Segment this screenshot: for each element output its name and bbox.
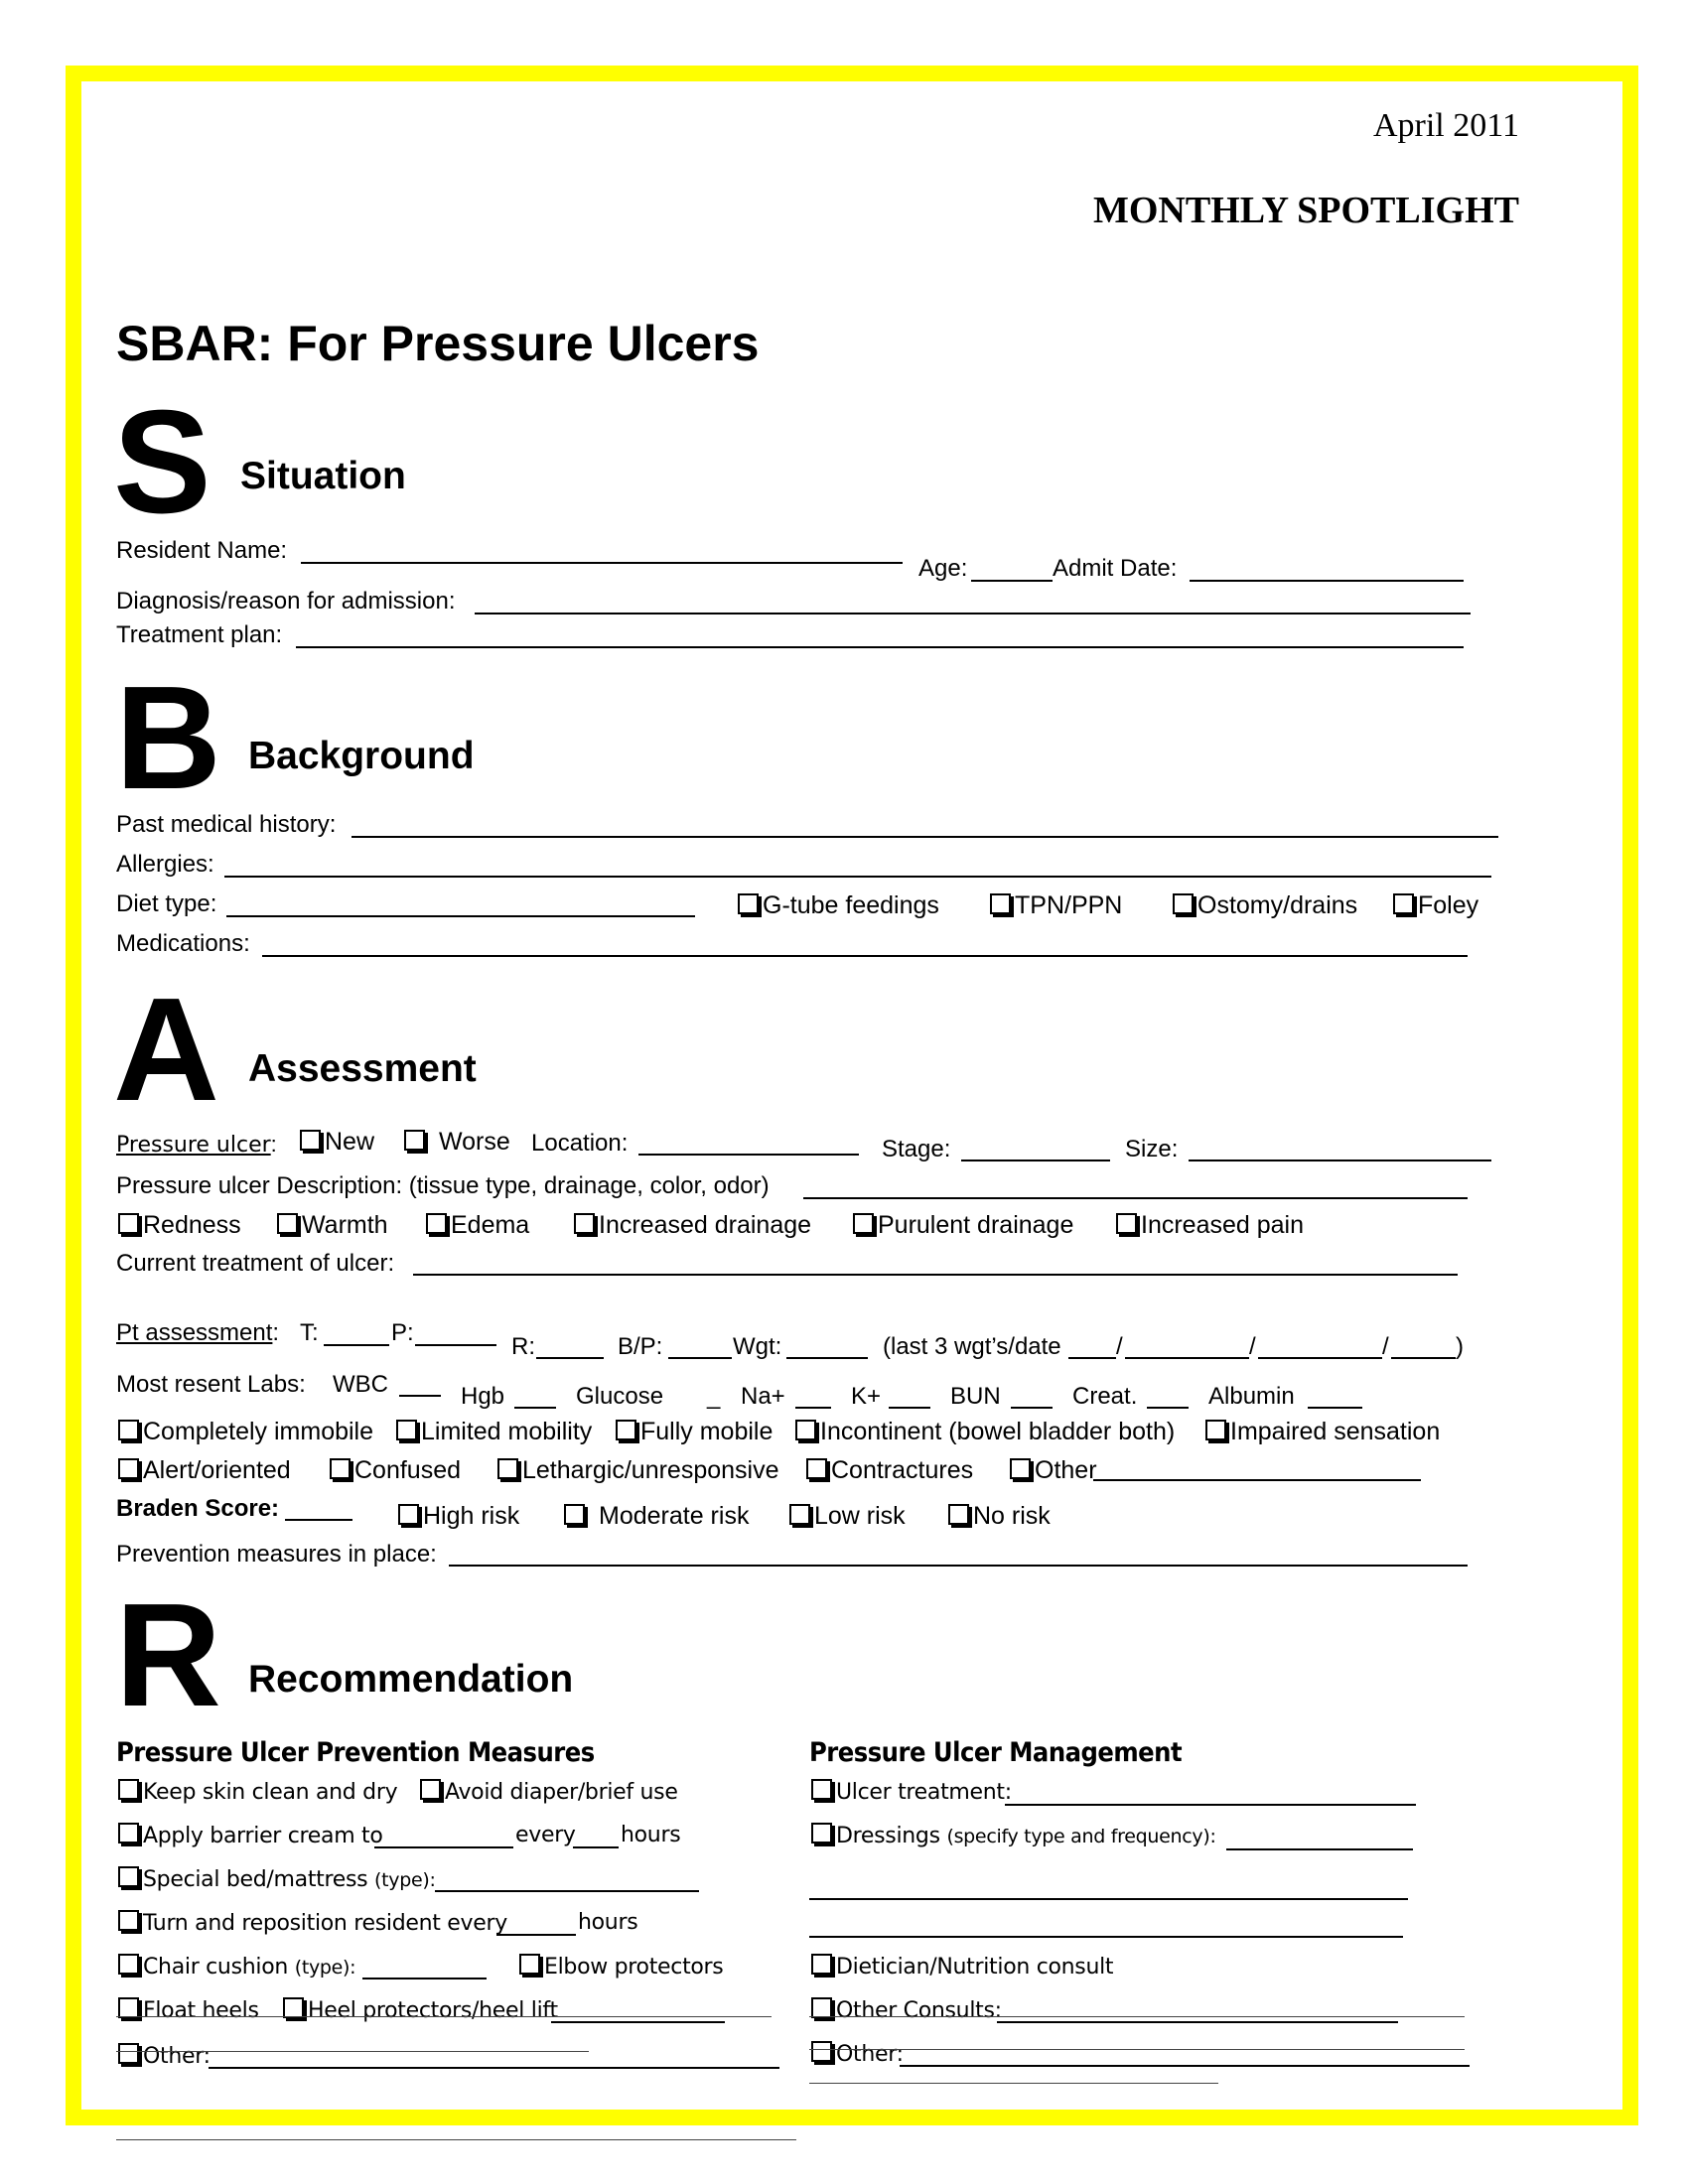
hgb-label: Hgb (461, 1383, 505, 1410)
chair-cushion-checkbox[interactable]: Chair cushion (type): (118, 1954, 355, 1979)
turn-hours-field[interactable] (496, 1934, 576, 1936)
checkbox-icon (564, 1504, 585, 1525)
checkbox-icon (118, 2043, 139, 2064)
close-paren: ) (1456, 1333, 1464, 1360)
weight-date-field-2[interactable] (1125, 1357, 1249, 1359)
resident-name-field[interactable] (301, 562, 903, 564)
barrier-every-label: every (515, 1823, 576, 1847)
foley-checkbox[interactable]: Foley (1393, 891, 1478, 920)
checkbox-icon (519, 1954, 540, 1975)
checkbox-icon (283, 1997, 304, 2018)
other-consults-field[interactable] (997, 2021, 1398, 2023)
section-letter-b: B (115, 656, 221, 820)
dressings-checkbox[interactable]: Dressings (specify type and frequency): (811, 1823, 1216, 1848)
checkbox-icon (118, 1458, 139, 1479)
contractures-checkbox[interactable]: Contractures (806, 1456, 973, 1485)
worse-checkbox[interactable]: Worse (404, 1128, 510, 1157)
heel-protectors-checkbox[interactable]: Heel protectors/heel lift (283, 1997, 558, 2023)
allergies-field[interactable] (224, 876, 1491, 878)
potassium-label: K+ (851, 1383, 882, 1410)
respiration-label: R: (511, 1333, 535, 1360)
special-bed-checkbox[interactable]: Special bed/mattress (type): (118, 1866, 436, 1892)
checkbox-icon (811, 1997, 832, 2018)
pressure-ulcer-label: Pressure ulcer: (116, 1132, 277, 1158)
section-letter-r: R (115, 1573, 221, 1737)
slash-separator: / (1116, 1333, 1123, 1360)
low-risk-checkbox[interactable]: Low risk (789, 1502, 906, 1531)
age-field[interactable] (971, 580, 1053, 582)
checkbox-icon (811, 1954, 832, 1975)
treatment-plan-field[interactable] (296, 646, 1464, 648)
ulcer-treatment-checkbox[interactable]: Ulcer treatment: (811, 1779, 1012, 1805)
admit-date-field[interactable] (1190, 580, 1464, 582)
checkbox-icon (811, 1779, 832, 1800)
checkbox-icon (1010, 1458, 1031, 1479)
assessment-heading: Assessment (248, 1047, 477, 1090)
turn-hours-label: hours (578, 1910, 638, 1935)
other-prevention-checkbox[interactable]: Other: (118, 2043, 211, 2069)
pulse-label: P: (391, 1319, 414, 1346)
dressings-field[interactable] (1226, 1848, 1413, 1850)
stage-label: Stage: (882, 1136, 951, 1162)
dressings-field-line-3[interactable] (809, 1936, 1403, 1938)
allergies-label: Allergies: (116, 851, 214, 878)
location-field[interactable] (638, 1154, 859, 1156)
checkbox-icon (1205, 1420, 1226, 1440)
divider-line (809, 2049, 1465, 2050)
hgb-field[interactable] (514, 1407, 556, 1409)
divider-line (116, 2139, 796, 2140)
blood-pressure-field[interactable] (668, 1357, 732, 1359)
elbow-protectors-checkbox[interactable]: Elbow protectors (519, 1954, 723, 1979)
lethargic-checkbox[interactable]: Lethargic/unresponsive (497, 1456, 779, 1485)
checkbox-icon (1116, 1213, 1137, 1234)
weight-field[interactable] (786, 1357, 868, 1359)
checkbox-icon (118, 1954, 139, 1975)
redness-checkbox[interactable]: Redness (118, 1211, 241, 1240)
checkbox-icon (396, 1420, 417, 1440)
checkbox-icon (300, 1130, 321, 1151)
admit-date-label: Admit Date: (1053, 555, 1178, 582)
checkbox-icon (1173, 893, 1194, 914)
weight-date-field-3[interactable] (1258, 1357, 1382, 1359)
checkbox-icon (277, 1213, 298, 1234)
high-risk-checkbox[interactable]: High risk (398, 1502, 519, 1531)
section-letter-a: A (113, 968, 219, 1132)
weight-date-field-1[interactable] (1068, 1357, 1116, 1359)
current-treatment-label: Current treatment of ulcer: (116, 1250, 395, 1277)
blood-pressure-label: B/P: (618, 1333, 663, 1360)
slash-separator: / (1249, 1333, 1256, 1360)
limited-mobility-checkbox[interactable]: Limited mobility (396, 1418, 592, 1446)
heel-protectors-field[interactable] (551, 2021, 725, 2023)
barrier-hours-field[interactable] (573, 1846, 619, 1848)
wbc-field[interactable] (399, 1395, 441, 1397)
checkbox-icon (795, 1420, 816, 1440)
checkbox-icon (811, 2041, 832, 2062)
checkbox-icon (806, 1458, 827, 1479)
ulcer-treatment-field[interactable] (1005, 1804, 1416, 1806)
checkbox-icon (118, 1866, 139, 1887)
braden-score-label: Braden Score: (116, 1495, 280, 1522)
tpn-ppn-checkbox[interactable]: TPN/PPN (990, 891, 1122, 920)
purulent-drainage-checkbox[interactable]: Purulent drainage (853, 1211, 1073, 1240)
divider-line (809, 2083, 1218, 2084)
chair-cushion-type-field[interactable] (362, 1978, 487, 1979)
respiration-field[interactable] (536, 1357, 604, 1359)
description-label: Pressure ulcer Description: (tissue type, drainage, color, odor) (116, 1172, 770, 1199)
glucose-field[interactable]: _ (707, 1383, 721, 1410)
special-bed-type-field[interactable] (435, 1890, 699, 1892)
albumin-field[interactable] (1308, 1407, 1362, 1409)
checkbox-icon (497, 1458, 518, 1479)
checkbox-icon (118, 1779, 139, 1800)
turn-reposition-checkbox[interactable]: Turn and reposition resident every (118, 1910, 507, 1936)
warmth-checkbox[interactable]: Warmth (277, 1211, 388, 1240)
past-history-label: Past medical history: (116, 811, 337, 838)
other-assessment-field[interactable] (1093, 1479, 1421, 1481)
size-field[interactable] (1189, 1160, 1491, 1161)
keep-skin-clean-checkbox[interactable]: Keep skin clean and dry (118, 1779, 397, 1805)
temperature-label: T: (300, 1319, 319, 1346)
impaired-sensation-checkbox[interactable]: Impaired sensation (1205, 1418, 1440, 1446)
page-title: SBAR: For Pressure Ulcers (116, 316, 760, 371)
issue-date: April 2011 (1372, 107, 1519, 144)
spotlight-heading: MONTHLY SPOTLIGHT (1092, 190, 1519, 231)
checkbox-icon (118, 1997, 139, 2018)
age-label: Age: (918, 555, 968, 582)
creatinine-field[interactable] (1147, 1407, 1189, 1409)
dietician-consult-checkbox[interactable]: Dietician/Nutrition consult (811, 1954, 1113, 1979)
resident-name-label: Resident Name: (116, 537, 288, 564)
checkbox-icon (853, 1213, 874, 1234)
weight-date-field-4[interactable] (1391, 1357, 1456, 1359)
checkbox-icon (574, 1213, 595, 1234)
location-label: Location: (531, 1130, 629, 1157)
divider-line (809, 2016, 1465, 2017)
alert-oriented-checkbox[interactable]: Alert/oriented (118, 1456, 291, 1485)
checkbox-icon (426, 1213, 447, 1234)
slash-separator: / (1382, 1333, 1389, 1360)
albumin-label: Albumin (1208, 1383, 1295, 1410)
fully-mobile-checkbox[interactable]: Fully mobile (616, 1418, 773, 1446)
medications-label: Medications: (116, 930, 250, 957)
page-border (66, 66, 1638, 2125)
section-letter-s: S (113, 380, 211, 544)
other-management-checkbox[interactable]: Other: (811, 2041, 904, 2067)
sodium-field[interactable] (795, 1407, 831, 1409)
bun-label: BUN (950, 1383, 1001, 1410)
diet-type-field[interactable] (226, 915, 695, 917)
ostomy-drains-checkbox[interactable]: Ostomy/drains (1173, 891, 1357, 920)
barrier-cream-area-field[interactable] (374, 1846, 513, 1848)
divider-line (116, 2051, 589, 2052)
other-assessment-checkbox[interactable]: Other (1010, 1456, 1097, 1485)
creatinine-label: Creat. (1072, 1383, 1138, 1410)
temperature-field[interactable] (324, 1344, 389, 1346)
dressings-field-line-2[interactable] (809, 1898, 1408, 1900)
float-heels-checkbox[interactable]: Float heels (118, 1997, 259, 2023)
checkbox-icon (420, 1779, 441, 1800)
wbc-label: WBC (333, 1371, 388, 1398)
avoid-diaper-checkbox[interactable]: Avoid diaper/brief use (420, 1779, 678, 1805)
completely-immobile-checkbox[interactable]: Completely immobile (118, 1418, 373, 1446)
other-consults-checkbox[interactable]: Other Consults: (811, 1997, 1002, 2023)
description-field[interactable] (803, 1197, 1468, 1199)
divider-line (116, 2016, 772, 2017)
treatment-plan-label: Treatment plan: (116, 621, 283, 648)
new-checkbox[interactable]: New (300, 1128, 374, 1157)
checkbox-icon (948, 1504, 969, 1525)
no-risk-checkbox[interactable]: No risk (948, 1502, 1051, 1531)
checkbox-icon (118, 1420, 139, 1440)
other-management-field[interactable] (900, 2065, 1470, 2067)
ulcer-management-heading: Pressure Ulcer Management (809, 1737, 1183, 1768)
barrier-hours-label: hours (621, 1823, 681, 1847)
diet-type-label: Diet type: (116, 890, 217, 917)
moderate-risk-checkbox[interactable]: Moderate risk (564, 1502, 749, 1531)
checkbox-icon (1393, 893, 1414, 914)
checkbox-icon (616, 1420, 636, 1440)
increased-drainage-checkbox[interactable]: Increased drainage (574, 1211, 811, 1240)
checkbox-icon (330, 1458, 351, 1479)
checkbox-icon (811, 1823, 832, 1843)
increased-pain-checkbox[interactable]: Increased pain (1116, 1211, 1304, 1240)
glucose-label: Glucose (576, 1383, 664, 1410)
checkbox-icon (398, 1504, 419, 1525)
labs-label: Most resent Labs: (116, 1371, 306, 1398)
edema-checkbox[interactable]: Edema (426, 1211, 529, 1240)
prevention-field[interactable] (449, 1565, 1468, 1567)
checkbox-icon (118, 1213, 139, 1234)
diagnosis-field[interactable] (475, 613, 1471, 614)
checkbox-icon (990, 893, 1011, 914)
size-label: Size: (1125, 1136, 1179, 1162)
pulse-field[interactable] (415, 1344, 496, 1346)
bun-field[interactable] (1011, 1407, 1053, 1409)
other-prevention-field[interactable] (209, 2067, 779, 2069)
checkbox-icon (118, 1823, 139, 1843)
checkbox-icon (404, 1130, 425, 1151)
prevention-measures-heading: Pressure Ulcer Prevention Measures (116, 1737, 595, 1768)
weight-label: Wgt: (733, 1333, 782, 1360)
braden-score-field[interactable] (285, 1519, 352, 1521)
current-treatment-field[interactable] (413, 1274, 1458, 1276)
prevention-label: Prevention measures in place: (116, 1541, 437, 1568)
g-tube-checkbox[interactable]: G-tube feedings (738, 891, 939, 920)
confused-checkbox[interactable]: Confused (330, 1456, 461, 1485)
situation-heading: Situation (240, 455, 406, 497)
checkbox-icon (118, 1910, 139, 1931)
diagnosis-label: Diagnosis/reason for admission: (116, 588, 456, 614)
barrier-cream-checkbox[interactable]: Apply barrier cream to (118, 1823, 383, 1848)
incontinent-checkbox[interactable]: Incontinent (bowel bladder both) (795, 1418, 1175, 1446)
past-history-field[interactable] (352, 836, 1498, 838)
last-weights-label: (last 3 wgt’s/date (883, 1333, 1061, 1360)
background-heading: Background (248, 735, 475, 777)
medications-field[interactable] (262, 955, 1468, 957)
checkbox-icon (789, 1504, 810, 1525)
sodium-label: Na+ (741, 1383, 785, 1410)
pt-assessment-label: Pt assessment: (116, 1319, 280, 1346)
recommendation-heading: Recommendation (248, 1658, 574, 1701)
stage-field[interactable] (961, 1160, 1110, 1161)
potassium-field[interactable] (889, 1407, 930, 1409)
checkbox-icon (738, 893, 759, 914)
